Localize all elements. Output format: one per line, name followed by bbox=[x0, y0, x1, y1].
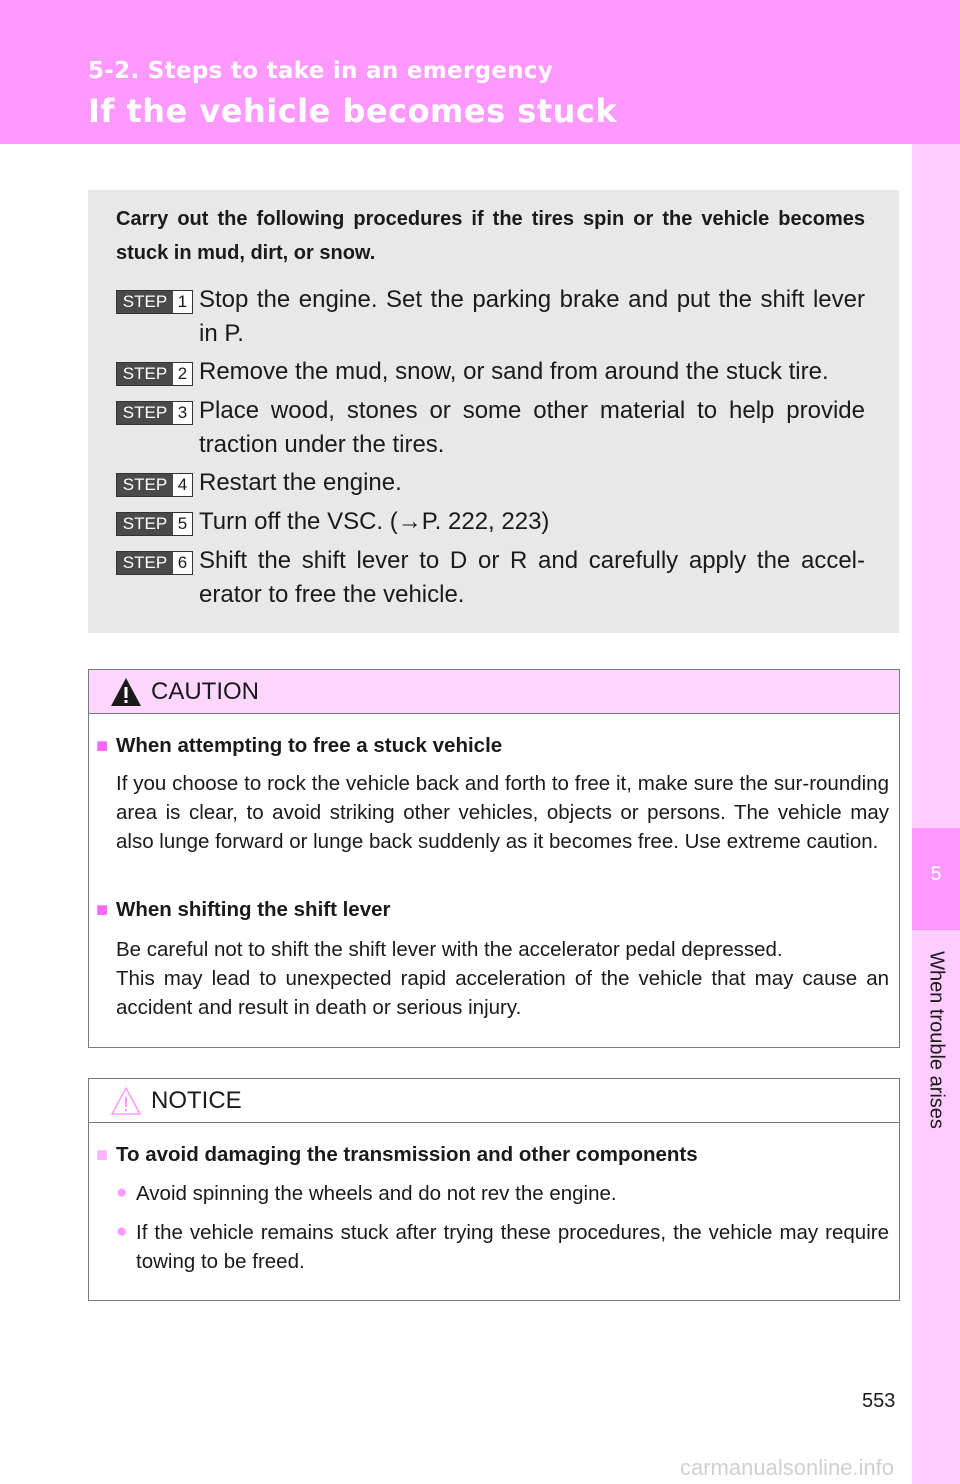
section-label: 5-2. Steps to take in an emergency bbox=[88, 58, 554, 84]
notice-header bbox=[89, 1079, 899, 1123]
step-text: Place wood, stones or some other material to help provide traction under the tires. bbox=[199, 397, 865, 458]
warning-triangle-outline-icon bbox=[109, 1085, 143, 1122]
square-bullet-icon: ■ bbox=[96, 899, 109, 921]
warning-triangle-icon bbox=[109, 676, 143, 713]
caution-text-1: If you choose to rock the vehicle back and forth to free it, make sure the sur-rounding area is clear, to avoid striking other vehicles, objects or persons. The vehicle may also lunge forward or lunge back suddenly as it becomes free. Use extreme caution. bbox=[116, 772, 889, 853]
side-tab-label: When trouble arises bbox=[925, 951, 948, 1129]
square-bullet-icon: ■ bbox=[96, 735, 109, 757]
step-badge: STEP 4 bbox=[116, 473, 193, 497]
caution-text-2a: Be careful not to shift the shift lever with the accelerator pedal depressed. bbox=[116, 938, 783, 961]
notice-title: NOTICE bbox=[151, 1087, 242, 1114]
step-badge: STEP 6 bbox=[116, 551, 193, 575]
step-text: Stop the engine. Set the parking brake and put the shift lever in P. bbox=[199, 286, 865, 347]
caution-heading-1: When attempting to free a stuck vehicle bbox=[116, 734, 503, 757]
step-text: Turn off the VSC. (→P. 222, 223) bbox=[199, 508, 550, 535]
step-text: Shift the shift lever to D or R and carefully apply the accel-erator to free the vehicle. bbox=[199, 547, 865, 608]
step-badge: STEP 5 bbox=[116, 512, 193, 536]
caution-text-2b: This may lead to unexpected rapid acceleration of the vehicle that may cause an accident and result in death or serious injury. bbox=[116, 967, 889, 1019]
caution-header bbox=[89, 670, 899, 714]
notice-bullet-2: If the vehicle remains stuck after trying these procedures, the vehicle may require towing to be freed. bbox=[136, 1221, 889, 1273]
step-badge: STEP 1 bbox=[116, 290, 193, 314]
circle-bullet-icon: ● bbox=[116, 1221, 128, 1242]
step-text: Restart the engine. bbox=[199, 469, 402, 496]
caution-heading-2: When shifting the shift lever bbox=[116, 898, 391, 921]
caution-title: CAUTION bbox=[151, 678, 259, 705]
page-number: 553 bbox=[862, 1390, 896, 1412]
side-tab-number: 5 bbox=[930, 864, 942, 885]
step-text: Remove the mud, snow, or sand from around the stuck tire. bbox=[199, 358, 829, 385]
procedure-intro: Carry out the following procedures if the tires spin or the vehicle becomes stuck in mud, dirt, or snow. bbox=[116, 208, 865, 264]
page-title: If the vehicle becomes stuck bbox=[88, 92, 618, 130]
notice-heading: To avoid damaging the transmission and other components bbox=[116, 1143, 698, 1166]
notice-bullet-1: Avoid spinning the wheels and do not rev the engine. bbox=[136, 1182, 617, 1205]
step-badge: STEP 2 bbox=[116, 362, 193, 386]
circle-bullet-icon: ● bbox=[116, 1182, 128, 1203]
step-badge: STEP 3 bbox=[116, 401, 193, 425]
side-tab bbox=[912, 144, 960, 1484]
square-bullet-icon: ■ bbox=[96, 1144, 109, 1166]
watermark: carmanualsonline.info bbox=[680, 1455, 895, 1480]
